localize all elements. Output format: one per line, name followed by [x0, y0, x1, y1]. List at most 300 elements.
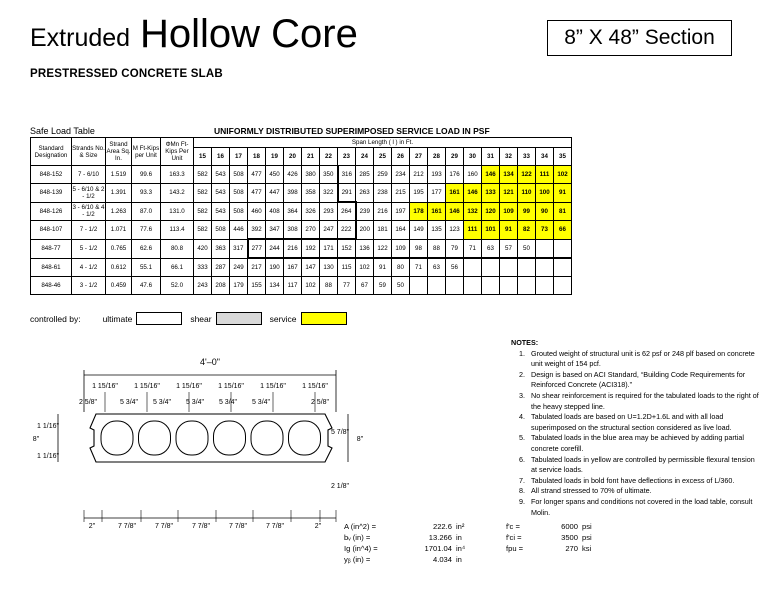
cell-strands: 3 - 6/10 & 4 - 1/2 — [72, 202, 106, 221]
cell-load: 117 — [284, 277, 302, 295]
cell-designation: 848-46 — [31, 277, 72, 295]
cell-load: 110 — [518, 184, 536, 203]
legend — [30, 312, 355, 325]
cell-load: 167 — [284, 258, 302, 277]
property-row — [344, 521, 478, 532]
cell-load: 134 — [266, 277, 284, 295]
property-k: fpu = — [506, 544, 524, 553]
legend-ultimate-label: ultimate — [102, 313, 133, 324]
note-item: 3. No shear reinforcement is required for the tabulated loads to the right of the heavy stepped line. — [527, 391, 761, 412]
cell-strands: 7 - 1/2 — [72, 221, 106, 240]
cell-load: 115 — [338, 258, 356, 277]
cell-load: 161 — [446, 184, 464, 203]
bottom-dim: 2" — [314, 523, 322, 530]
property-v: 6000 — [561, 522, 578, 531]
cell-load: 164 — [392, 221, 410, 240]
cell-load: 109 — [500, 202, 518, 221]
bottom-dim: 7 7/8" — [154, 523, 174, 530]
span-header: 31 — [482, 148, 500, 166]
cell-load: 477 — [248, 184, 266, 203]
cell-designation: 848-139 — [31, 184, 72, 203]
cell-load: 111 — [464, 221, 482, 240]
table-body — [31, 166, 572, 295]
cell-load: 56 — [446, 258, 464, 277]
note-item: 1. Grouted weight of structural unit is 62 psf or 248 plf based on concrete unit weight of 154 pcf. — [527, 349, 761, 370]
cell-load: 179 — [230, 277, 248, 295]
cell-m: 77.6 — [132, 221, 161, 240]
property-u: psi — [582, 522, 592, 531]
cell-load: 447 — [266, 184, 284, 203]
header-strands: Strands No. & Size — [72, 138, 106, 166]
header-span-title: Span Length ( l ) in Ft. — [194, 138, 572, 148]
web-dim: 5 3/4" — [119, 399, 139, 406]
top-flange-dim: 1 15/16" — [92, 383, 118, 390]
cell-load: 81 — [554, 202, 572, 221]
cell-load: 91 — [500, 221, 518, 240]
cell-phimn: 66.1 — [161, 258, 194, 277]
cell-load: 177 — [428, 184, 446, 203]
bottom-dim: 2" — [88, 523, 96, 530]
core-void — [214, 421, 246, 455]
cell-area: 1.071 — [106, 221, 132, 240]
cell-load: 122 — [518, 166, 536, 184]
cell-load: 380 — [302, 166, 320, 184]
cell-load: 264 — [338, 202, 356, 221]
cell-load: 263 — [356, 184, 374, 203]
legend-label: controlled by: — [30, 313, 81, 324]
cell-load: 71 — [410, 258, 428, 277]
header-phimn: ΦMn Ft-Kips Per Unit — [161, 138, 194, 166]
web-dim: 5 3/4" — [251, 399, 271, 406]
cell-load: 322 — [320, 184, 338, 203]
property-k: A (in^2) = — [344, 522, 377, 531]
span-header: 15 — [194, 148, 212, 166]
cell-load — [464, 277, 482, 295]
cell-load: 132 — [464, 202, 482, 221]
table-row — [31, 221, 572, 240]
cell-designation: 848-61 — [31, 258, 72, 277]
cell-load: 326 — [302, 202, 320, 221]
cell-load: 101 — [482, 221, 500, 240]
cell-phimn: 163.3 — [161, 166, 194, 184]
cell-load: 63 — [482, 239, 500, 258]
cell-load — [464, 258, 482, 277]
cell-load: 98 — [410, 239, 428, 258]
property-u: in — [456, 533, 462, 542]
width-dim-label: 4'–0" — [200, 357, 220, 367]
property-v: 222.6 — [432, 522, 452, 531]
cell-load: 67 — [356, 277, 374, 295]
cell-load: 130 — [320, 258, 338, 277]
span-header: 22 — [320, 148, 338, 166]
notes — [511, 338, 761, 518]
subtitle: PRESTRESSED CONCRETE SLAB — [30, 68, 223, 80]
cell-load: 66 — [554, 221, 572, 240]
cell-load: 50 — [518, 239, 536, 258]
left-dim-mid: 8" — [32, 436, 40, 443]
span-header: 19 — [266, 148, 284, 166]
cell-load: 363 — [212, 239, 230, 258]
legend-ultimate-swatch — [136, 312, 182, 325]
section-size-box — [547, 20, 732, 56]
properties-left — [344, 521, 478, 565]
cell-load: 287 — [212, 258, 230, 277]
property-u: ksi — [582, 544, 592, 553]
cell-load: 243 — [194, 277, 212, 295]
cell-load: 91 — [554, 184, 572, 203]
cell-load: 149 — [410, 221, 428, 240]
cell-load: 146 — [446, 202, 464, 221]
cell-m: 55.1 — [132, 258, 161, 277]
bottom-dim: 7 7/8" — [265, 523, 285, 530]
cell-load: 582 — [194, 166, 212, 184]
cell-load: 543 — [212, 202, 230, 221]
property-row — [496, 521, 602, 532]
span-header: 33 — [518, 148, 536, 166]
note-item: 6. Tabulated loads in yellow are controlled by permissible flexural tension at service loads. — [527, 455, 761, 476]
legend-service-swatch — [301, 312, 347, 325]
property-v: 1701.04 — [424, 544, 452, 553]
span-header: 28 — [428, 148, 446, 166]
span-header: 32 — [500, 148, 518, 166]
core-void — [289, 421, 321, 455]
cell-m: 99.6 — [132, 166, 161, 184]
cell-phimn: 52.0 — [161, 277, 194, 295]
bottom-dim: 7 7/8" — [228, 523, 248, 530]
table-row — [31, 202, 572, 221]
table-row — [31, 277, 572, 295]
cell-m: 87.0 — [132, 202, 161, 221]
property-row — [496, 543, 602, 554]
cell-load — [536, 277, 554, 295]
property-k: f'ci = — [506, 533, 522, 542]
core-void — [139, 421, 171, 455]
cell-m: 62.6 — [132, 239, 161, 258]
cell-designation: 848-107 — [31, 221, 72, 240]
web-dims — [79, 399, 330, 406]
cell-load: 317 — [230, 239, 248, 258]
cell-area: 0.459 — [106, 277, 132, 295]
core-void — [101, 421, 133, 455]
cell-load — [500, 258, 518, 277]
table-row — [31, 166, 572, 184]
cell-load: 543 — [212, 166, 230, 184]
span-header: 35 — [554, 148, 572, 166]
cell-load: 215 — [392, 184, 410, 203]
cell-load: 160 — [464, 166, 482, 184]
cell-load: 59 — [374, 277, 392, 295]
cell-load: 91 — [374, 258, 392, 277]
cell-load: 63 — [428, 258, 446, 277]
cell-load — [410, 277, 428, 295]
cell-load — [518, 258, 536, 277]
cell-load: 212 — [410, 166, 428, 184]
span-header: 27 — [410, 148, 428, 166]
cell-phimn: 143.2 — [161, 184, 194, 203]
cell-load: 259 — [374, 166, 392, 184]
cell-load: 146 — [482, 166, 500, 184]
cell-load: 102 — [302, 277, 320, 295]
header-designation: Standard Designation — [31, 138, 72, 166]
cell-load: 120 — [482, 202, 500, 221]
top-flange-dim: 1 15/16" — [218, 383, 244, 390]
web-dim: 2 5/8" — [310, 399, 330, 406]
cell-load: 121 — [500, 184, 518, 203]
cell-load: 244 — [266, 239, 284, 258]
cell-strands: 5 - 1/2 — [72, 239, 106, 258]
section-properties — [344, 521, 602, 565]
cell-load: 234 — [392, 166, 410, 184]
cell-load: 308 — [284, 221, 302, 240]
span-header: 23 — [338, 148, 356, 166]
cell-load: 460 — [248, 202, 266, 221]
property-row — [344, 532, 478, 543]
cell-load: 333 — [194, 258, 212, 277]
cell-load: 77 — [338, 277, 356, 295]
cell-load — [518, 277, 536, 295]
table-heading: UNIFORMLY DISTRIBUTED SUPERIMPOSED SERVICE LOAD IN PSF — [214, 126, 490, 136]
property-row — [344, 543, 478, 554]
cell-load: 277 — [248, 239, 266, 258]
top-flange-dim: 1 15/16" — [176, 383, 202, 390]
cell-load: 176 — [446, 166, 464, 184]
cell-load: 88 — [320, 277, 338, 295]
cell-load: 73 — [536, 221, 554, 240]
right-dim-mid: 8" — [356, 436, 364, 443]
cell-load: 111 — [536, 166, 554, 184]
cell-load: 420 — [194, 239, 212, 258]
cell-load: 446 — [230, 221, 248, 240]
cell-load: 178 — [410, 202, 428, 221]
property-k: yᵦ (in) = — [344, 555, 371, 564]
note-item: 2. Design is based on ACI Standard, “Building Code Requirements for Reinforced Concrete (ACI318).” — [527, 370, 761, 391]
right-dim-top: 5 7/8" — [330, 429, 350, 436]
cell-load — [482, 277, 500, 295]
span-header: 29 — [446, 148, 464, 166]
cell-load: 291 — [338, 184, 356, 203]
property-v: 270 — [565, 544, 578, 553]
property-u: in² — [456, 522, 465, 531]
top-flange-dims — [92, 383, 328, 412]
cell-load: 90 — [536, 202, 554, 221]
note-item: 8. All strand stressed to 70% of ultimate. — [527, 486, 761, 497]
cell-designation: 848-77 — [31, 239, 72, 258]
cell-phimn: 113.4 — [161, 221, 194, 240]
cell-load — [536, 239, 554, 258]
property-u: in⁴ — [456, 544, 466, 553]
cell-load: 190 — [266, 258, 284, 277]
cell-load: 543 — [212, 184, 230, 203]
cell-load — [554, 258, 572, 277]
legend-service-label: service — [269, 313, 297, 324]
cell-load: 181 — [374, 221, 392, 240]
right-dim-bottom: 2 1/8" — [330, 483, 350, 490]
cell-load: 450 — [266, 166, 284, 184]
top-flange-dim: 1 15/16" — [134, 383, 160, 390]
cell-load: 193 — [428, 166, 446, 184]
cell-load — [554, 277, 572, 295]
header-row-1 — [31, 138, 572, 148]
cell-load: 247 — [320, 221, 338, 240]
table-caption: Safe Load Table — [30, 126, 95, 136]
note-item: 9. For longer spans and conditions not covered in the load table, consult Molin. — [527, 497, 761, 518]
cell-area: 1.519 — [106, 166, 132, 184]
notes-list — [511, 349, 761, 519]
span-header: 26 — [392, 148, 410, 166]
cell-load: 79 — [446, 239, 464, 258]
bottom-dim: 7 7/8" — [191, 523, 211, 530]
web-dim: 5 3/4" — [152, 399, 172, 406]
cell-load — [536, 258, 554, 277]
cell-load: 133 — [482, 184, 500, 203]
cell-load: 316 — [338, 166, 356, 184]
note-item: 5. Tabulated loads in the blue area may be achieved by adding partial concrete corefill. — [527, 433, 761, 454]
cell-load: 161 — [428, 202, 446, 221]
cell-load: 152 — [338, 239, 356, 258]
cell-load: 238 — [374, 184, 392, 203]
bottom-dims — [84, 510, 336, 530]
cell-load: 508 — [230, 202, 248, 221]
cell-load: 270 — [302, 221, 320, 240]
cell-load: 171 — [320, 239, 338, 258]
cell-load: 239 — [356, 202, 374, 221]
property-k: Iɡ (in^4) = — [344, 544, 378, 553]
cell-load: 155 — [248, 277, 266, 295]
cell-load: 134 — [500, 166, 518, 184]
span-header: 30 — [464, 148, 482, 166]
bottom-dim: 7 7/8" — [117, 523, 137, 530]
header-moment: M Ft-Kips per Unit — [132, 138, 161, 166]
left-dim-bottom: 1 1/16" — [37, 453, 59, 460]
cell-load — [482, 258, 500, 277]
cell-load: 200 — [356, 221, 374, 240]
property-row — [496, 532, 602, 543]
cell-load: 80 — [392, 258, 410, 277]
legend-shear-label: shear — [190, 313, 212, 324]
section-size-label: 8” X 48” Section — [564, 26, 715, 49]
cell-load: 99 — [518, 202, 536, 221]
note-item: 4. Tabulated loads are based on U=1.2D+1.6L and with all load superimposed on the structural section considered as live load. — [527, 412, 761, 433]
cell-load: 100 — [536, 184, 554, 203]
cell-load: 147 — [302, 258, 320, 277]
cell-load: 146 — [464, 184, 482, 203]
span-header: 16 — [212, 148, 230, 166]
cell-phimn: 131.0 — [161, 202, 194, 221]
title-prefix: Extruded — [30, 24, 131, 52]
cell-m: 93.3 — [132, 184, 161, 203]
cell-load: 293 — [320, 202, 338, 221]
cell-load: 426 — [284, 166, 302, 184]
web-dim: 5 3/4" — [218, 399, 238, 406]
cell-area: 1.263 — [106, 202, 132, 221]
load-table — [30, 137, 572, 295]
cell-load: 216 — [284, 239, 302, 258]
cell-load: 347 — [266, 221, 284, 240]
cell-load — [554, 239, 572, 258]
property-k: bᵥ (in) = — [344, 533, 371, 542]
cell-load: 358 — [302, 184, 320, 203]
cell-strands: 5 - 6/10 & 2 - 1/2 — [72, 184, 106, 203]
cell-load: 192 — [302, 239, 320, 258]
cell-designation: 848-152 — [31, 166, 72, 184]
legend-shear-swatch — [216, 312, 262, 325]
cell-load: 71 — [464, 239, 482, 258]
table-row — [31, 258, 572, 277]
cell-load: 123 — [446, 221, 464, 240]
cell-load: 122 — [374, 239, 392, 258]
cell-load: 57 — [500, 239, 518, 258]
cell-strands: 4 - 1/2 — [72, 258, 106, 277]
table-row — [31, 184, 572, 203]
property-u: psi — [582, 533, 592, 542]
property-v: 13.266 — [428, 533, 452, 542]
core-void — [176, 421, 208, 455]
cell-load — [428, 277, 446, 295]
cell-load — [500, 277, 518, 295]
cell-load: 508 — [212, 221, 230, 240]
cell-load: 249 — [230, 258, 248, 277]
cell-strands: 7 - 6/10 — [72, 166, 106, 184]
cell-load: 102 — [554, 166, 572, 184]
note-item: 7. Tabulated loads in bold font have deflections in excess of L/360. — [527, 476, 761, 487]
title-main: Hollow Core — [140, 12, 358, 56]
span-header: 24 — [356, 148, 374, 166]
cell-load: 195 — [410, 184, 428, 203]
cell-load — [446, 277, 464, 295]
top-flange-dim: 1 15/16" — [260, 383, 286, 390]
property-u: in — [456, 555, 462, 564]
span-header: 25 — [374, 148, 392, 166]
left-dim-top: 1 1/16" — [37, 423, 59, 430]
top-flange-dim: 1 15/16" — [302, 383, 328, 390]
property-v: 3500 — [561, 533, 578, 542]
cell-load: 136 — [356, 239, 374, 258]
web-dim: 2 5/8" — [78, 399, 98, 406]
cell-load: 88 — [428, 239, 446, 258]
header-area: Strand Area Sq. In. — [106, 138, 132, 166]
cell-load: 582 — [194, 221, 212, 240]
cell-designation: 848-126 — [31, 202, 72, 221]
cell-load: 216 — [374, 202, 392, 221]
notes-heading: NOTES: — [511, 338, 539, 347]
web-dim: 5 3/4" — [185, 399, 205, 406]
table-row — [31, 239, 572, 258]
cell-load: 217 — [248, 258, 266, 277]
cell-strands: 3 - 1/2 — [72, 277, 106, 295]
cell-load: 398 — [284, 184, 302, 203]
cell-area: 0.612 — [106, 258, 132, 277]
cell-load: 582 — [194, 202, 212, 221]
cell-load: 208 — [212, 277, 230, 295]
cell-area: 0.765 — [106, 239, 132, 258]
cell-load: 109 — [392, 239, 410, 258]
cell-load: 350 — [320, 166, 338, 184]
cell-load: 508 — [230, 184, 248, 203]
property-row — [344, 554, 478, 565]
span-header: 34 — [536, 148, 554, 166]
cell-load: 102 — [356, 258, 374, 277]
property-k: f'c = — [506, 522, 520, 531]
cell-area: 1.391 — [106, 184, 132, 203]
cell-m: 47.6 — [132, 277, 161, 295]
core-void — [251, 421, 283, 455]
cell-load: 285 — [356, 166, 374, 184]
cell-load: 135 — [428, 221, 446, 240]
span-header: 17 — [230, 148, 248, 166]
properties-right — [496, 521, 602, 565]
cell-load: 197 — [392, 202, 410, 221]
cell-load: 392 — [248, 221, 266, 240]
